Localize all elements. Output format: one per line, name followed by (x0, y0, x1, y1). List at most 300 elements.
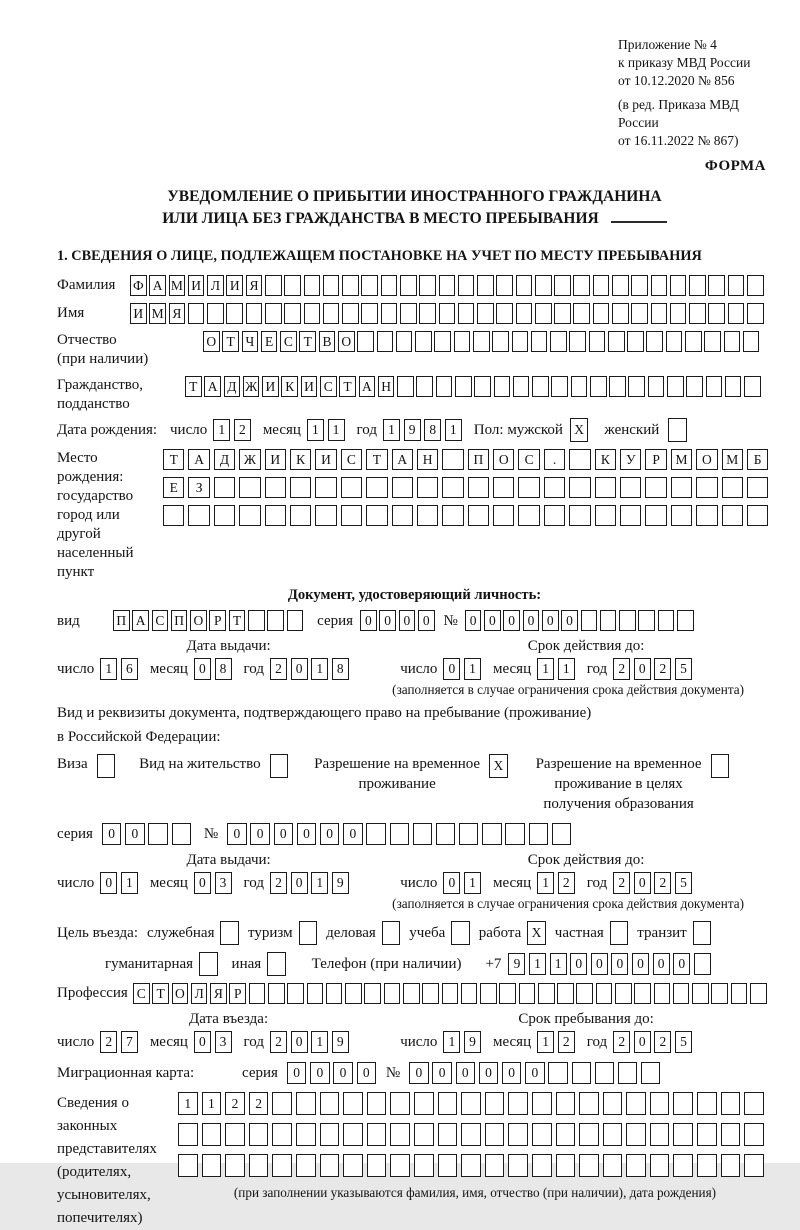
birth-day-boxes[interactable] (213, 419, 251, 441)
char-cell[interactable] (272, 1092, 292, 1115)
char-cell[interactable]: 0 (291, 872, 308, 894)
char-cell[interactable]: И (130, 303, 147, 324)
char-cell[interactable]: Т (366, 449, 387, 470)
char-cell[interactable] (513, 376, 530, 397)
char-cell[interactable] (384, 983, 401, 1004)
char-cell[interactable]: Ч (242, 331, 259, 352)
char-cell[interactable] (571, 376, 588, 397)
char-cell[interactable] (265, 477, 286, 498)
char-cell[interactable] (544, 505, 565, 526)
char-cell[interactable] (477, 303, 494, 324)
surname-boxes[interactable] (130, 275, 764, 296)
char-cell[interactable] (366, 823, 385, 845)
char-cell[interactable]: 2 (613, 658, 630, 680)
char-cell[interactable] (619, 610, 636, 631)
char-cell[interactable] (438, 1092, 458, 1115)
char-cell[interactable]: 0 (194, 1031, 211, 1053)
char-cell[interactable] (392, 505, 413, 526)
char-cell[interactable] (550, 331, 567, 352)
char-cell[interactable] (343, 1092, 363, 1115)
char-cell[interactable] (458, 275, 475, 296)
char-cell[interactable] (396, 331, 413, 352)
char-cell[interactable]: 0 (634, 1031, 651, 1053)
char-cell[interactable]: М (169, 275, 186, 296)
char-cell[interactable] (721, 1154, 741, 1177)
char-cell[interactable] (220, 921, 239, 945)
char-cell[interactable]: 2 (270, 658, 287, 680)
patronymic-boxes[interactable] (203, 331, 759, 352)
char-cell[interactable] (609, 376, 626, 397)
char-cell[interactable]: 0 (227, 823, 246, 845)
char-cell[interactable] (239, 505, 260, 526)
char-cell[interactable] (214, 477, 235, 498)
migration-number-boxes[interactable] (409, 1062, 660, 1084)
char-cell[interactable]: 0 (333, 1062, 352, 1084)
char-cell[interactable]: 0 (274, 823, 293, 845)
char-cell[interactable]: У (620, 449, 641, 470)
char-cell[interactable]: 8 (424, 419, 441, 441)
char-cell[interactable] (697, 1154, 717, 1177)
rvp-education-checkbox[interactable] (711, 754, 730, 778)
char-cell[interactable] (651, 275, 668, 296)
char-cell[interactable]: Н (378, 376, 395, 397)
char-cell[interactable]: 0 (320, 823, 339, 845)
char-cell[interactable] (367, 1154, 387, 1177)
char-cell[interactable]: З (188, 477, 209, 498)
char-cell[interactable]: 1 (529, 953, 546, 975)
char-cell[interactable] (579, 1092, 599, 1115)
char-cell[interactable] (97, 754, 116, 778)
char-cell[interactable] (696, 505, 717, 526)
char-cell[interactable]: М (671, 449, 692, 470)
char-cell[interactable] (436, 823, 455, 845)
purpose-business-checkbox[interactable] (382, 921, 401, 945)
char-cell[interactable] (686, 376, 703, 397)
char-cell[interactable]: 0 (632, 953, 649, 975)
char-cell[interactable]: 0 (287, 1062, 306, 1084)
birth-place-row1[interactable] (163, 449, 768, 470)
char-cell[interactable]: К (290, 449, 311, 470)
char-cell[interactable] (551, 376, 568, 397)
char-cell[interactable] (496, 275, 513, 296)
char-cell[interactable] (390, 1092, 410, 1115)
char-cell[interactable]: А (132, 610, 149, 631)
char-cell[interactable] (569, 477, 590, 498)
char-cell[interactable]: 0 (611, 953, 628, 975)
char-cell[interactable] (529, 823, 548, 845)
firstname-boxes[interactable] (130, 303, 764, 324)
char-cell[interactable]: 0 (443, 872, 460, 894)
char-cell[interactable] (725, 376, 742, 397)
char-cell[interactable] (579, 1123, 599, 1146)
sex-male-checkbox[interactable] (570, 418, 589, 442)
char-cell[interactable]: А (359, 376, 376, 397)
char-cell[interactable] (442, 477, 463, 498)
char-cell[interactable] (654, 983, 671, 1004)
char-cell[interactable] (307, 983, 324, 1004)
char-cell[interactable]: И (188, 275, 205, 296)
char-cell[interactable] (694, 953, 711, 975)
doc-issue-year-boxes[interactable] (270, 658, 349, 680)
char-cell[interactable] (202, 1154, 222, 1177)
char-cell[interactable] (512, 331, 529, 352)
char-cell[interactable] (265, 303, 282, 324)
rvp-checkbox[interactable] (489, 754, 508, 778)
char-cell[interactable]: 9 (404, 419, 421, 441)
char-cell[interactable] (603, 1123, 623, 1146)
char-cell[interactable] (569, 449, 590, 470)
char-cell[interactable]: Е (163, 477, 184, 498)
char-cell[interactable]: 1 (464, 658, 481, 680)
char-cell[interactable]: П (468, 449, 489, 470)
char-cell[interactable]: Д (224, 376, 241, 397)
char-cell[interactable]: О (493, 449, 514, 470)
char-cell[interactable] (246, 303, 263, 324)
char-cell[interactable]: 1 (328, 419, 345, 441)
char-cell[interactable] (454, 331, 471, 352)
char-cell[interactable] (342, 303, 359, 324)
char-cell[interactable]: 5 (675, 872, 692, 894)
char-cell[interactable]: 0 (297, 823, 316, 845)
char-cell[interactable]: 0 (194, 872, 211, 894)
doc-number-boxes[interactable] (465, 610, 694, 631)
char-cell[interactable] (689, 303, 706, 324)
char-cell[interactable] (610, 921, 629, 945)
char-cell[interactable]: 5 (675, 658, 692, 680)
char-cell[interactable]: Н (417, 449, 438, 470)
char-cell[interactable]: 0 (102, 823, 121, 845)
char-cell[interactable] (494, 376, 511, 397)
char-cell[interactable] (461, 1123, 481, 1146)
char-cell[interactable]: В (319, 331, 336, 352)
char-cell[interactable] (249, 1123, 269, 1146)
char-cell[interactable] (634, 983, 651, 1004)
char-cell[interactable] (239, 477, 260, 498)
char-cell[interactable]: 0 (418, 610, 435, 631)
char-cell[interactable]: И (315, 449, 336, 470)
char-cell[interactable] (626, 1092, 646, 1115)
residence-permit-checkbox[interactable] (270, 754, 289, 778)
purpose-official-checkbox[interactable] (220, 921, 239, 945)
char-cell[interactable]: 2 (654, 658, 671, 680)
char-cell[interactable] (595, 477, 616, 498)
char-cell[interactable]: 0 (360, 610, 377, 631)
char-cell[interactable] (377, 331, 394, 352)
char-cell[interactable]: 1 (445, 419, 462, 441)
char-cell[interactable] (248, 610, 265, 631)
char-cell[interactable] (442, 983, 459, 1004)
char-cell[interactable]: 0 (484, 610, 501, 631)
char-cell[interactable] (744, 376, 761, 397)
char-cell[interactable] (638, 610, 655, 631)
char-cell[interactable] (671, 477, 692, 498)
char-cell[interactable] (323, 303, 340, 324)
purpose-work-checkbox[interactable] (527, 921, 546, 945)
sex-female-checkbox[interactable] (668, 418, 687, 442)
char-cell[interactable] (284, 303, 301, 324)
char-cell[interactable]: Т (163, 449, 184, 470)
char-cell[interactable] (442, 449, 463, 470)
char-cell[interactable]: 9 (508, 953, 525, 975)
char-cell[interactable] (667, 376, 684, 397)
char-cell[interactable]: 0 (310, 1062, 329, 1084)
char-cell[interactable] (485, 1092, 505, 1115)
char-cell[interactable] (172, 823, 191, 845)
char-cell[interactable]: 0 (523, 610, 540, 631)
char-cell[interactable] (573, 303, 590, 324)
char-cell[interactable] (626, 1123, 646, 1146)
visa-checkbox[interactable] (97, 754, 116, 778)
char-cell[interactable] (516, 275, 533, 296)
char-cell[interactable] (361, 303, 378, 324)
char-cell[interactable] (532, 376, 549, 397)
char-cell[interactable]: Т (339, 376, 356, 397)
doc-valid-month-boxes[interactable] (537, 658, 575, 680)
char-cell[interactable]: 1 (537, 658, 554, 680)
char-cell[interactable] (518, 505, 539, 526)
char-cell[interactable]: О (172, 983, 189, 1004)
char-cell[interactable] (414, 1123, 434, 1146)
char-cell[interactable]: М (722, 449, 743, 470)
char-cell[interactable]: . (544, 449, 565, 470)
phone-boxes[interactable] (508, 953, 710, 975)
char-cell[interactable] (648, 376, 665, 397)
char-cell[interactable]: И (262, 376, 279, 397)
char-cell[interactable]: Т (299, 331, 316, 352)
char-cell[interactable]: 2 (613, 872, 630, 894)
char-cell[interactable]: 0 (456, 1062, 475, 1084)
entry-day-boxes[interactable] (100, 1031, 138, 1053)
char-cell[interactable] (722, 477, 743, 498)
char-cell[interactable] (573, 275, 590, 296)
char-cell[interactable] (364, 983, 381, 1004)
migration-series-boxes[interactable] (287, 1062, 376, 1084)
char-cell[interactable] (284, 275, 301, 296)
char-cell[interactable] (214, 505, 235, 526)
char-cell[interactable] (706, 376, 723, 397)
char-cell[interactable] (670, 275, 687, 296)
char-cell[interactable] (589, 331, 606, 352)
purpose-tourism-checkbox[interactable] (299, 921, 318, 945)
char-cell[interactable] (744, 1092, 764, 1115)
char-cell[interactable]: Д (214, 449, 235, 470)
char-cell[interactable]: 2 (225, 1092, 245, 1115)
char-cell[interactable] (480, 983, 497, 1004)
char-cell[interactable] (496, 303, 513, 324)
doc-valid-year-boxes[interactable] (613, 658, 692, 680)
char-cell[interactable] (434, 331, 451, 352)
char-cell[interactable] (747, 303, 764, 324)
char-cell[interactable] (673, 1123, 693, 1146)
char-cell[interactable] (651, 303, 668, 324)
char-cell[interactable]: 0 (542, 610, 559, 631)
char-cell[interactable] (299, 921, 318, 945)
char-cell[interactable] (287, 983, 304, 1004)
char-cell[interactable] (163, 505, 184, 526)
char-cell[interactable] (743, 331, 760, 352)
purpose-transit-checkbox[interactable] (693, 921, 712, 945)
char-cell[interactable] (320, 1154, 340, 1177)
char-cell[interactable] (569, 331, 586, 352)
char-cell[interactable] (341, 505, 362, 526)
char-cell[interactable] (366, 477, 387, 498)
char-cell[interactable]: И (226, 275, 243, 296)
char-cell[interactable] (459, 823, 478, 845)
char-cell[interactable] (270, 754, 289, 778)
char-cell[interactable]: О (203, 331, 220, 352)
char-cell[interactable] (554, 275, 571, 296)
char-cell[interactable] (724, 331, 741, 352)
char-cell[interactable] (438, 1123, 458, 1146)
entry-year-boxes[interactable] (270, 1031, 349, 1053)
char-cell[interactable]: 3 (215, 872, 232, 894)
char-cell[interactable] (579, 1154, 599, 1177)
char-cell[interactable] (531, 331, 548, 352)
char-cell[interactable]: 1 (383, 419, 400, 441)
char-cell[interactable] (544, 477, 565, 498)
char-cell[interactable] (608, 331, 625, 352)
char-cell[interactable] (225, 1154, 245, 1177)
char-cell[interactable] (341, 477, 362, 498)
representatives-row2[interactable] (178, 1123, 772, 1146)
char-cell[interactable]: 1 (311, 1031, 328, 1053)
char-cell[interactable] (673, 1092, 693, 1115)
char-cell[interactable]: 0 (502, 1062, 521, 1084)
char-cell[interactable] (482, 823, 501, 845)
stay-day-boxes[interactable] (443, 1031, 481, 1053)
char-cell[interactable] (403, 983, 420, 1004)
char-cell[interactable]: Л (207, 275, 224, 296)
char-cell[interactable] (296, 1123, 316, 1146)
char-cell[interactable] (267, 952, 286, 976)
char-cell[interactable]: П (171, 610, 188, 631)
char-cell[interactable]: А (392, 449, 413, 470)
char-cell[interactable] (199, 952, 218, 976)
char-cell[interactable]: 1 (537, 872, 554, 894)
char-cell[interactable] (666, 331, 683, 352)
char-cell[interactable] (620, 477, 641, 498)
char-cell[interactable] (532, 1123, 552, 1146)
char-cell[interactable]: 0 (357, 1062, 376, 1084)
char-cell[interactable] (474, 376, 491, 397)
residence-issue-day-boxes[interactable] (100, 872, 138, 894)
char-cell[interactable]: 1 (550, 953, 567, 975)
char-cell[interactable] (326, 983, 343, 1004)
char-cell[interactable]: 0 (591, 953, 608, 975)
char-cell[interactable] (296, 1154, 316, 1177)
char-cell[interactable] (569, 505, 590, 526)
char-cell[interactable] (366, 505, 387, 526)
char-cell[interactable] (468, 477, 489, 498)
char-cell[interactable] (596, 983, 613, 1004)
char-cell[interactable] (493, 505, 514, 526)
char-cell[interactable]: 1 (178, 1092, 198, 1115)
char-cell[interactable]: 2 (654, 872, 671, 894)
residence-series-boxes[interactable] (102, 823, 191, 845)
char-cell[interactable] (696, 477, 717, 498)
char-cell[interactable] (645, 477, 666, 498)
char-cell[interactable]: Я (210, 983, 227, 1004)
char-cell[interactable] (697, 1123, 717, 1146)
char-cell[interactable] (532, 1092, 552, 1115)
char-cell[interactable]: 6 (121, 658, 138, 680)
char-cell[interactable] (361, 275, 378, 296)
char-cell[interactable]: 0 (409, 1062, 428, 1084)
char-cell[interactable]: 0 (525, 1062, 544, 1084)
char-cell[interactable] (419, 303, 436, 324)
char-cell[interactable] (556, 1123, 576, 1146)
char-cell[interactable]: С (320, 376, 337, 397)
stay-year-boxes[interactable] (613, 1031, 692, 1053)
char-cell[interactable] (641, 1062, 660, 1084)
char-cell[interactable] (631, 275, 648, 296)
char-cell[interactable]: Р (209, 610, 226, 631)
char-cell[interactable] (416, 376, 433, 397)
char-cell[interactable] (492, 331, 509, 352)
char-cell[interactable] (451, 921, 470, 945)
char-cell[interactable] (419, 275, 436, 296)
char-cell[interactable]: С (280, 331, 297, 352)
char-cell[interactable]: 1 (202, 1092, 222, 1115)
char-cell[interactable] (668, 418, 687, 442)
char-cell[interactable] (618, 1062, 637, 1084)
char-cell[interactable]: С (152, 610, 169, 631)
char-cell[interactable] (721, 1092, 741, 1115)
char-cell[interactable] (290, 477, 311, 498)
char-cell[interactable] (708, 275, 725, 296)
char-cell[interactable] (600, 610, 617, 631)
purpose-private-checkbox[interactable] (610, 921, 629, 945)
residence-issue-year-boxes[interactable] (270, 872, 349, 894)
char-cell[interactable]: Т (152, 983, 169, 1004)
char-cell[interactable] (345, 983, 362, 1004)
char-cell[interactable] (612, 303, 629, 324)
char-cell[interactable] (390, 823, 409, 845)
char-cell[interactable] (413, 823, 432, 845)
char-cell[interactable] (557, 983, 574, 1004)
char-cell[interactable] (631, 303, 648, 324)
char-cell[interactable] (400, 275, 417, 296)
doc-valid-day-boxes[interactable] (443, 658, 481, 680)
char-cell[interactable] (519, 983, 536, 1004)
char-cell[interactable] (178, 1154, 198, 1177)
char-cell[interactable]: Я (169, 303, 186, 324)
doc-series-boxes[interactable] (360, 610, 434, 631)
char-cell[interactable] (671, 505, 692, 526)
char-cell[interactable]: М (149, 303, 166, 324)
char-cell[interactable] (518, 477, 539, 498)
char-cell[interactable] (538, 983, 555, 1004)
representatives-row1[interactable] (178, 1092, 772, 1115)
char-cell[interactable]: 1 (464, 872, 481, 894)
char-cell[interactable]: X (489, 754, 508, 778)
char-cell[interactable]: 2 (270, 1031, 287, 1053)
char-cell[interactable] (747, 505, 768, 526)
char-cell[interactable]: 1 (307, 419, 324, 441)
char-cell[interactable] (670, 303, 687, 324)
char-cell[interactable]: О (338, 331, 355, 352)
char-cell[interactable]: 2 (654, 1031, 671, 1053)
char-cell[interactable] (390, 1154, 410, 1177)
doc-issue-month-boxes[interactable] (194, 658, 232, 680)
char-cell[interactable] (188, 505, 209, 526)
char-cell[interactable]: 0 (291, 1031, 308, 1053)
citizenship-boxes[interactable] (185, 376, 761, 397)
char-cell[interactable] (438, 1154, 458, 1177)
char-cell[interactable] (473, 331, 490, 352)
char-cell[interactable]: 0 (634, 658, 651, 680)
char-cell[interactable] (685, 331, 702, 352)
